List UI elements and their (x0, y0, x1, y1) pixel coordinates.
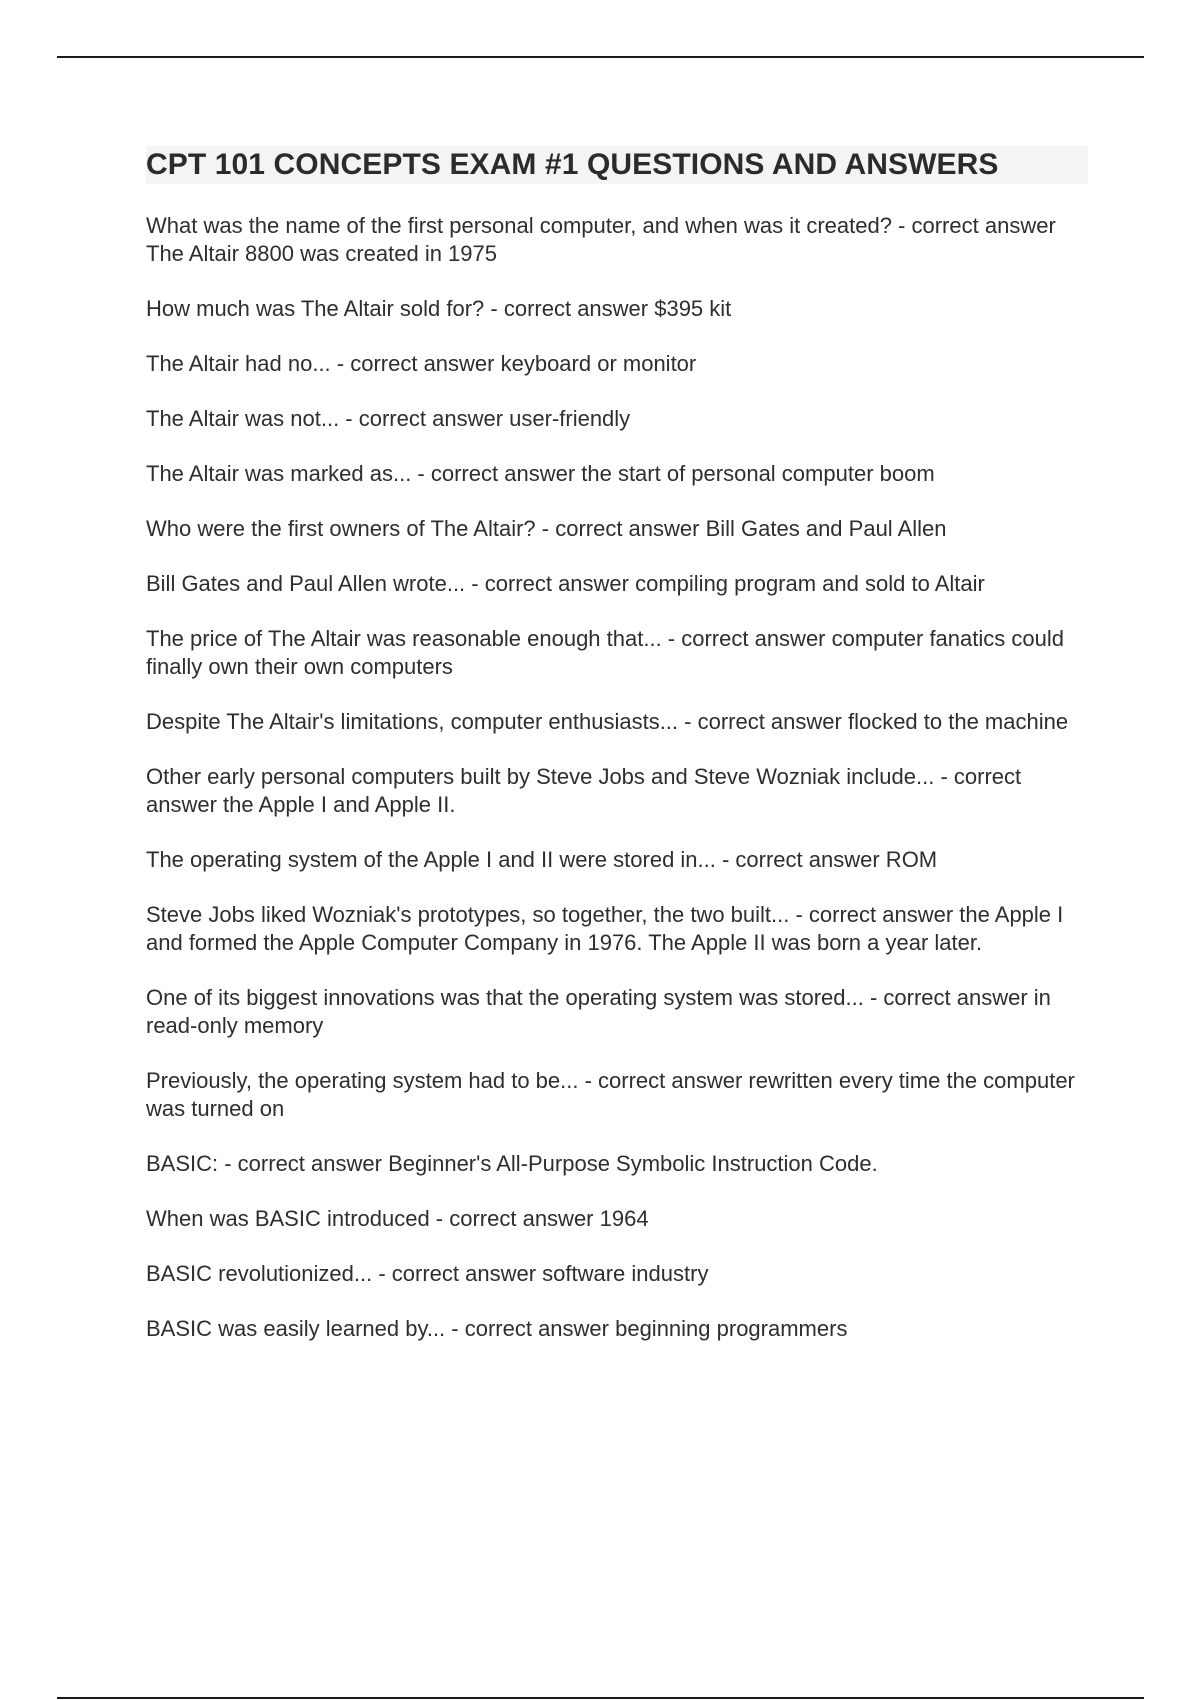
qa-item: The Altair was not... - correct answer user-friendly (146, 406, 631, 431)
qa-item: One of its biggest innovations was that the operating system was stored... - correct answer in read-only memory (146, 985, 1051, 1038)
qa-item: What was the name of the first personal computer, and when was it created? - correct answer The Altair 8800 was created in 1975 (146, 213, 1056, 266)
qa-item: BASIC was easily learned by... - correct answer beginning programmers (146, 1316, 848, 1341)
qa-item: BASIC: - correct answer Beginner's All-Purpose Symbolic Instruction Code. (146, 1151, 878, 1176)
bottom-rule (57, 1697, 1144, 1699)
document-title: CPT 101 CONCEPTS EXAM #1 QUESTIONS AND ANSWERS (146, 146, 1088, 184)
qa-item: The Altair had no... - correct answer keyboard or monitor (146, 351, 697, 376)
document-body (146, 146, 1088, 1370)
qa-item: Despite The Altair's limitations, computer enthusiasts... - correct answer flocked to the machine (146, 709, 1069, 734)
qa-item: How much was The Altair sold for? - correct answer $395 kit (146, 296, 732, 321)
qa-item: Steve Jobs liked Wozniak's prototypes, so together, the two built... - correct answer the Apple I and formed the Apple Computer Company in 1976. The Apple II was born a year later. (146, 902, 1064, 955)
qa-item: BASIC revolutionized... - correct answer software industry (146, 1261, 709, 1286)
qa-item: Who were the first owners of The Altair? - correct answer Bill Gates and Paul Allen (146, 516, 947, 541)
qa-item: The Altair was marked as... - correct answer the start of personal computer boom (146, 461, 935, 486)
qa-item: The price of The Altair was reasonable enough that... - correct answer computer fanatics could finally own their own computers (146, 626, 1064, 679)
qa-item: Other early personal computers built by Steve Jobs and Steve Wozniak include... - correct answer the Apple I and Apple II. (146, 764, 1022, 817)
qa-item: The operating system of the Apple I and II were stored in... - correct answer ROM (146, 847, 938, 872)
qa-item: Bill Gates and Paul Allen wrote... - correct answer compiling program and sold to Altair (146, 571, 985, 596)
top-rule (57, 56, 1144, 58)
qa-item: When was BASIC introduced - correct answer 1964 (146, 1206, 649, 1231)
qa-item: Previously, the operating system had to be... - correct answer rewritten every time the computer was turned on (146, 1068, 1075, 1121)
